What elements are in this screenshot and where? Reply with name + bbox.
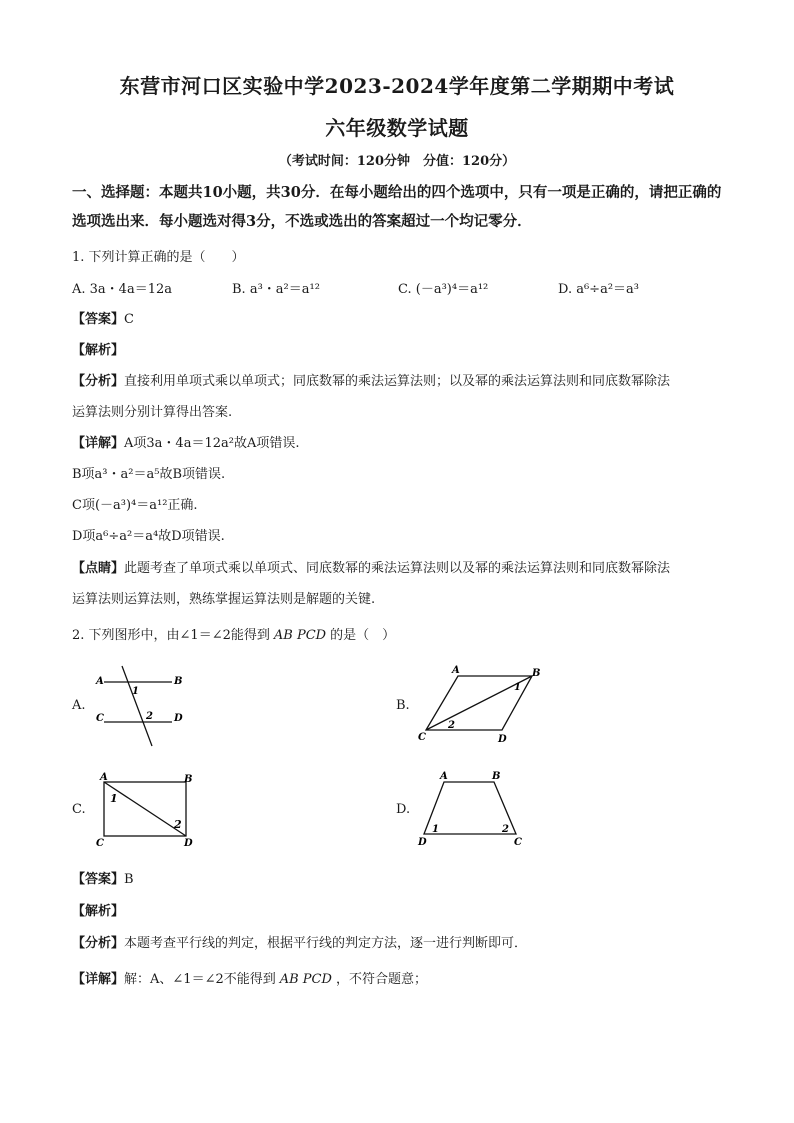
- q1-answer: [72, 308, 134, 327]
- fig-c-letter-b: B: [184, 774, 193, 785]
- fig-d-letter-d: D: [418, 837, 427, 848]
- section-instructions: 一、选择题：本题共10小题，共30分．在每小题给出的四个选项中，只有一项是正确的，请把正确的选项选出来．每小题选对得3分，不选或选出的答案超过一个均记零分．: [72, 184, 722, 230]
- q2-option-b-label: B.: [396, 698, 410, 713]
- fig-d-angle-1: 1: [432, 824, 439, 835]
- fig-a-letter-c: C: [96, 713, 104, 724]
- fig-a-letter-a: A: [96, 676, 104, 687]
- q2-detail-post: ，不符合题意；: [335, 972, 427, 987]
- fig-d-letter-b: B: [492, 771, 501, 782]
- fig-d-angle-2: 2: [502, 824, 509, 835]
- q1-option-b: B. a³・a²＝a¹²: [232, 282, 320, 297]
- fig-b-letter-d: D: [498, 734, 507, 745]
- fenxi-tag: 【分析】: [72, 374, 125, 389]
- q1-fenxi-cont: 运算法则分别计算得出答案.: [72, 405, 233, 420]
- fig-d-letter-c: C: [514, 837, 522, 848]
- fig-c-letter-c: C: [96, 838, 104, 849]
- q1-detail-d: D项a⁶÷a²＝a⁴故D项错误.: [72, 529, 225, 544]
- q2-jiexi: [72, 900, 124, 919]
- answer-tag: 【答案】: [72, 872, 125, 887]
- jiexi-tag: 【解析】: [72, 904, 125, 919]
- q2-answer: [72, 868, 134, 887]
- q2-stem-pre: 2. 下列图形中，由∠1＝∠2能得到: [72, 628, 270, 643]
- q1-jiexi: [72, 339, 124, 358]
- q2-option-d-label: D.: [396, 802, 411, 817]
- fig-a-angle-2: 2: [146, 711, 153, 722]
- q1-fenxi: [72, 370, 670, 389]
- exam-subtitle: 六年级数学试题: [325, 116, 469, 140]
- q1-option-c: C. (－a³)⁴＝a¹²: [398, 282, 489, 297]
- dianjing-tag: 【点睛】: [72, 561, 125, 576]
- q2-figure-a: [90, 662, 200, 748]
- q1-detail-c: C项(－a³)⁴＝a¹²正确.: [72, 498, 198, 513]
- fig-c-letter-d: D: [184, 838, 193, 849]
- q2-figure-b: [414, 662, 554, 748]
- q2-stem: [72, 624, 395, 643]
- q2-fenxi-text: 本题考查平行线的判定，根据平行线的判定方法，逐一进行判断即可．: [124, 936, 528, 951]
- fig-b-angle-1: 1: [514, 682, 521, 693]
- q2-detail: [72, 968, 427, 987]
- fig-c-letter-a: A: [100, 772, 108, 783]
- q1-answer-value: C: [124, 312, 134, 327]
- xiangjie-tag: 【详解】: [72, 436, 125, 451]
- exam-meta: （考试时间：120分钟 分值：120分）: [278, 154, 516, 169]
- q1-dianjing-text: 此题考查了单项式乘以单项式、同底数幂的乘法运算法则以及幂的乘法运算法则和同底数幂除法: [124, 561, 671, 576]
- fig-b-letter-a: A: [452, 665, 460, 676]
- fig-b-angle-2: 2: [448, 720, 455, 731]
- answer-tag: 【答案】: [72, 312, 125, 327]
- fig-a-letter-d: D: [174, 713, 183, 724]
- fig-a-angle-1: 1: [132, 686, 139, 697]
- q2-option-c-label: C.: [72, 802, 86, 817]
- q1-detail-b: B项a³・a²＝a⁵故B项错误.: [72, 467, 226, 482]
- q2-answer-value: B: [124, 872, 134, 887]
- q2-figure-c: [90, 770, 200, 850]
- q2-stem-post: 的是（ ）: [330, 628, 396, 643]
- q2-stem-math: AB PCD: [273, 628, 327, 643]
- jiexi-tag: 【解析】: [72, 343, 125, 358]
- exam-title: 东营市河口区实验中学2023-2024学年度第二学期期中考试: [119, 74, 675, 98]
- fig-a-transversal: [122, 666, 152, 746]
- q1-fenxi-text: 直接利用单项式乘以单项式；同底数幂的乘法运算法则；以及幂的乘法运算法则和同底数幂除法: [124, 374, 671, 389]
- fig-b-letter-b: B: [532, 668, 541, 679]
- q1-option-d: D. a⁶÷a²＝a³: [558, 282, 640, 297]
- fig-c-angle-2: 2: [174, 818, 182, 831]
- q1-option-a: A. 3a・4a＝12a: [72, 282, 172, 297]
- q2-figure-d: [414, 770, 534, 850]
- q2-fenxi: [72, 932, 527, 951]
- q2-option-a-label: A.: [72, 698, 86, 713]
- fig-a-letter-b: B: [174, 676, 183, 687]
- q1-detail-a: [72, 432, 299, 451]
- fenxi-tag: 【分析】: [72, 936, 125, 951]
- fig-b-letter-c: C: [418, 732, 426, 743]
- fig-c-angle-1: 1: [110, 792, 118, 805]
- q2-detail-math: AB PCD: [279, 972, 332, 987]
- q1-stem: 1. 下列计算正确的是（ ）: [72, 250, 245, 265]
- q2-detail-pre: 解：A、∠1＝∠2不能得到: [124, 972, 276, 987]
- q1-detail-a-text: A项3a・4a＝12a²故A项错误.: [124, 436, 300, 451]
- fig-d-letter-a: A: [440, 771, 448, 782]
- q1-dianjing: [72, 557, 670, 576]
- xiangjie-tag: 【详解】: [72, 972, 125, 987]
- q1-dianjing-cont: 运算法则运算法则，熟练掌握运算法则是解题的关键.: [72, 592, 376, 607]
